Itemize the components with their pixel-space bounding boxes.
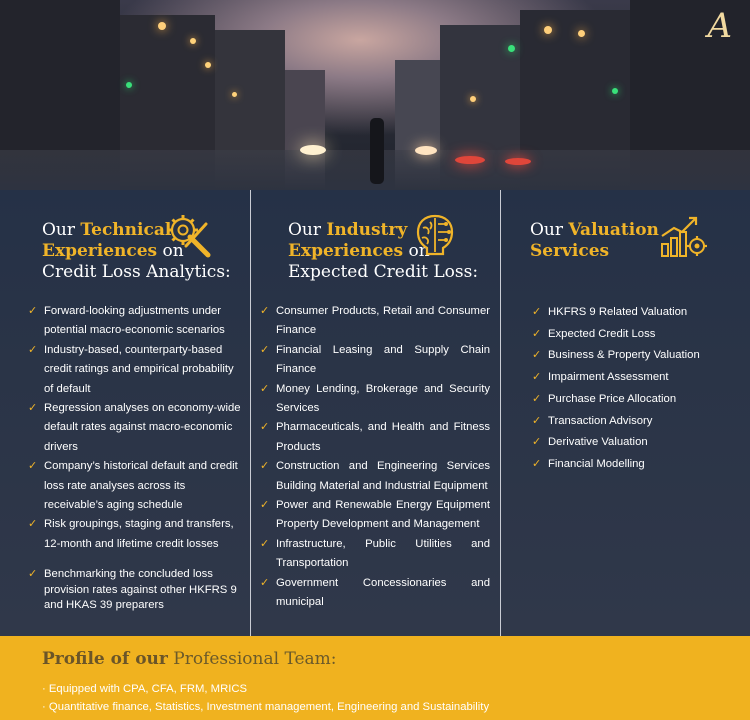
column-divider: [500, 190, 501, 636]
list-item: [28, 399, 242, 457]
column-title: [530, 220, 659, 262]
check-icon: ✓: [532, 457, 542, 470]
list-item: [532, 367, 742, 389]
title-highlight: Valuation: [568, 220, 659, 240]
list-item: [28, 341, 242, 399]
city-street-hero-image: [0, 0, 750, 190]
item-text: Forward-looking adjustments under potential macro-economic scenarios: [44, 305, 225, 337]
list-item: [532, 302, 742, 324]
item-text: Government Concessionaries and municipal: [276, 576, 490, 609]
team-profile-line: · Equipped with CPA, CFA, FRM, MRICS: [42, 683, 248, 695]
check-icon: ✓: [260, 499, 270, 512]
check-icon: ✓: [28, 460, 38, 473]
technical-experiences-list: [28, 302, 242, 614]
check-icon: ✓: [28, 518, 38, 531]
check-icon: ✓: [28, 343, 38, 356]
brain-circuit-icon: [410, 210, 460, 260]
title-text: Professional Team:: [167, 649, 337, 669]
title-text: Credit Loss Analytics:: [42, 262, 231, 282]
check-icon: ✓: [260, 305, 270, 317]
title-text: Our: [288, 220, 327, 240]
growth-chart-icon: [658, 210, 708, 260]
list-item: [260, 457, 490, 496]
list-item: [28, 302, 242, 341]
list-item: [260, 302, 490, 341]
title-text: Our: [42, 220, 81, 240]
title-highlight: Experiences: [42, 241, 158, 261]
item-text: Financial Modelling: [548, 457, 645, 470]
brand-logo-mark: A: [707, 6, 728, 46]
list-item: [28, 567, 242, 614]
item-text: Benchmarking the concluded loss provision rates against other HKFRS 9 and HKAS 39 preparers: [44, 568, 237, 612]
check-icon: ✓: [260, 576, 270, 589]
title-highlight: Services: [530, 241, 610, 261]
check-icon: ✓: [260, 421, 270, 434]
item-text: Pharmaceuticals, and Health and Fitness Products: [276, 421, 490, 453]
check-icon: ✓: [28, 401, 38, 414]
check-icon: ✓: [260, 537, 270, 550]
title-text: Our: [530, 220, 569, 240]
item-text: Business & Property Valuation: [548, 349, 700, 362]
title-highlight: Technical: [80, 220, 172, 240]
check-icon: ✓: [532, 371, 542, 384]
item-text: Purchase Price Allocation: [548, 392, 677, 405]
item-text: Infrastructure, Public Utilities and Transportation: [276, 537, 490, 570]
title-strong: Profile of our: [42, 649, 168, 669]
title-text: on: [403, 241, 430, 261]
valuation-services-list: [532, 302, 742, 476]
item-text: HKFRS 9 Related Valuation: [548, 306, 688, 318]
list-item: [28, 457, 242, 515]
item-text: Consumer Products, Retail and Consumer Finance: [276, 305, 490, 337]
team-profile-title: [42, 649, 337, 669]
item-text: Power and Renewable Energy Equipment Property Development and Management: [276, 499, 490, 531]
list-item: [260, 380, 490, 419]
list-item: [532, 411, 742, 433]
list-item: [260, 574, 490, 613]
item-text: Risk groupings, staging and transfers, 12-month and lifetime credit losses: [44, 518, 234, 550]
list-item: [532, 345, 742, 367]
check-icon: ✓: [532, 349, 542, 362]
item-text: Regression analyses on economy-wide default rates against macro-economic drivers: [44, 401, 241, 453]
item-text: Transaction Advisory: [548, 414, 653, 427]
list-item: [532, 432, 742, 454]
list-item: [260, 496, 490, 535]
industry-experiences-list: [260, 302, 490, 613]
check-icon: ✓: [260, 382, 270, 395]
list-item: [260, 535, 490, 574]
team-profile-line: · Quantitative finance, Statistics, Investment management, Engineering and Sustainability: [42, 701, 490, 713]
item-text: Construction and Engineering Services Building Material and Industrial Equipment: [276, 460, 490, 492]
item-text: Derivative Valuation: [548, 436, 648, 449]
column-divider: [250, 190, 251, 636]
list-item: [260, 418, 490, 457]
check-icon: ✓: [532, 306, 542, 318]
check-icon: ✓: [28, 568, 38, 581]
list-item: [28, 515, 242, 567]
title-highlight: Industry: [326, 220, 408, 240]
item-text: Financial Leasing and Supply Chain Finance: [276, 343, 490, 376]
title-text: on: [157, 241, 184, 261]
list-item: [260, 341, 490, 380]
list-item: [532, 324, 742, 346]
check-icon: ✓: [532, 414, 542, 427]
list-item: [532, 389, 742, 411]
list-item: [532, 454, 742, 476]
item-text: Industry-based, counterparty-based credit ratings and empirical probability of default: [44, 343, 234, 395]
item-text: Money Lending, Brokerage and Security Services: [276, 382, 490, 415]
check-icon: ✓: [532, 392, 542, 405]
item-text: Expected Credit Loss: [548, 327, 656, 340]
item-text: Company’s historical default and credit loss rate analyses across its receivable’s aging schedule: [44, 460, 238, 511]
item-text: Impairment Assessment: [548, 371, 669, 384]
check-icon: ✓: [260, 343, 270, 356]
check-icon: ✓: [532, 436, 542, 449]
check-icon: ✓: [260, 460, 270, 473]
check-icon: ✓: [28, 305, 38, 317]
check-icon: ✓: [532, 327, 542, 340]
title-highlight: Experiences: [288, 241, 404, 261]
title-text: Expected Credit Loss:: [288, 262, 479, 282]
tools-gear-icon: [164, 210, 214, 260]
